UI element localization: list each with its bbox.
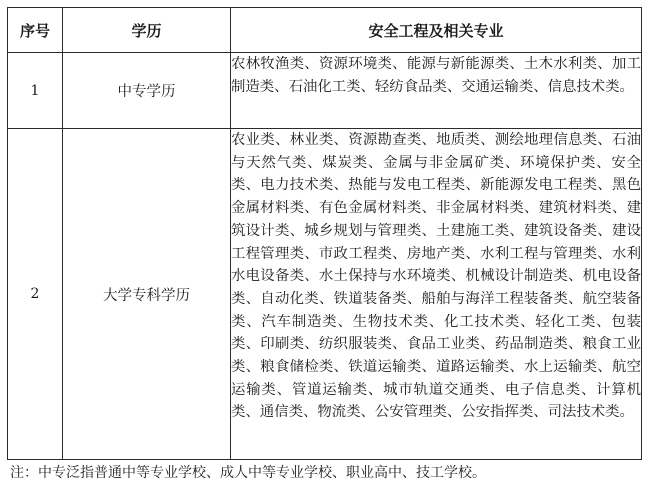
table-row [8,129,642,460]
table-row [8,53,642,129]
table-footnote: 注：中专泛指普通中等专业学校、成人中等专业学校、职业高中、技工学校。 [10,465,486,481]
majors-table [7,7,642,460]
row-majors: 农林牧渔类、资源环境类、能源与新能源类、土木水利类、加工制造类、石油化工类、轻纺食品类、交通运输类、信息技术类。 [231,53,642,129]
header-education: 学历 [63,8,231,53]
row-education: 中专学历 [63,53,231,129]
header-index: 序号 [8,8,63,53]
row-index: 2 [8,129,63,460]
row-index: 1 [8,53,63,129]
table-header-row [8,8,642,53]
row-education: 大学专科学历 [63,129,231,460]
header-majors: 安全工程及相关专业 [231,8,642,53]
row-majors: 农业类、林业类、资源勘查类、地质类、测绘地理信息类、石油与天然气类、煤炭类、金属与非金属矿类、环境保护类、安全类、电力技术类、热能与发电工程类、新能源发电工程类、黑色金属材料类、有色金属材料类、非金属材料类、建筑材料类、建筑设计类、城乡规划与管理类、土建施工类、建筑设备类、建设工程管理类、市政工程类、房地产类、水利工程与管理类、水利水电设备类、水土保持与水环境类、机械设计制造类、机电设备类、自动化类、铁道装备类、船舶与海洋工程装备类、航空装备类、汽车制造类、生物技术类、化工技术类、轻化工类、包装类、印刷类、纺织服装类、食品工业类、药品制造类、粮食工业类、粮食储检类、铁道运输类、道路运输类、水上运输类、航空运输类、管道运输类、城市轨道交通类、电子信息类、计算机类、通信类、物流类、公安管理类、公安指挥类、司法技术类。 [231,129,642,460]
